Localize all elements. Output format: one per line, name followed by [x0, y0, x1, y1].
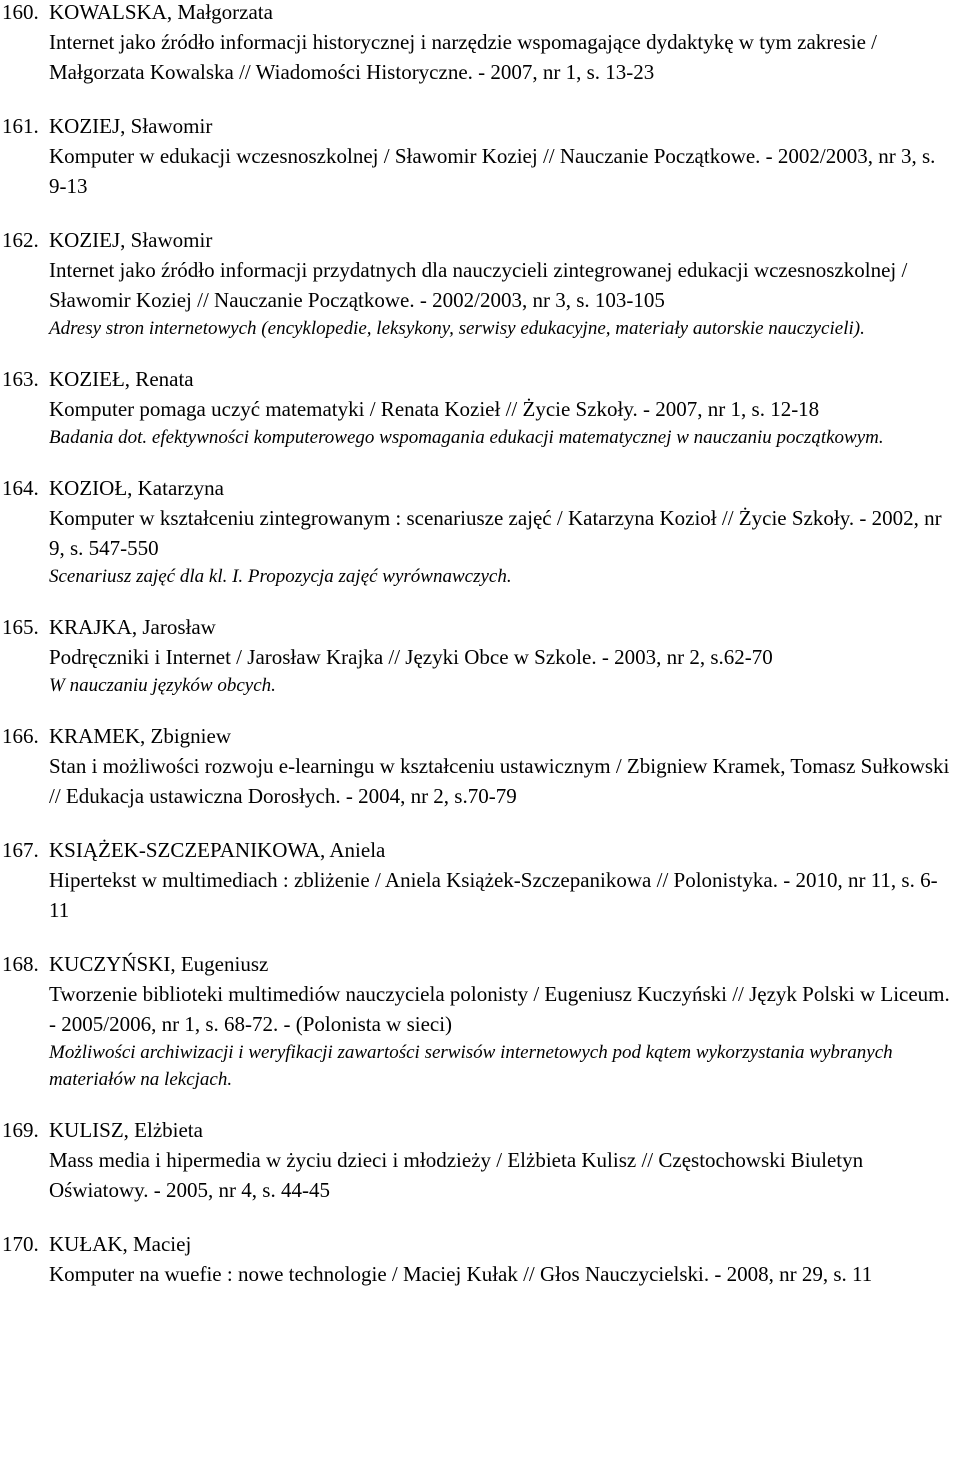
entry-body [49, 1115, 952, 1205]
entry-number: 164. [2, 476, 39, 500]
entry-note: Możliwości archiwizacji i weryfikacji zawartości serwisów internetowych pod kątem wykorzystania wybranych materiałów na lekcjach. [49, 1042, 893, 1090]
bibliography-entry [0, 612, 960, 699]
entry-author: KOWALSKA, Małgorzata [49, 0, 273, 24]
entry-author: KUŁAK, Maciej [49, 1232, 192, 1256]
entry-body [49, 473, 952, 590]
entry-citation: Komputer w edukacji wczesnoszkolnej / Sławomir Koziej // Nauczanie Początkowe. - 2002/2003, nr 3, s. 9-13 [49, 144, 936, 198]
entry-author: KULISZ, Elżbieta [49, 1118, 203, 1142]
bibliography-entry [0, 1115, 960, 1205]
entry-number: 169. [2, 1118, 39, 1142]
entry-author: KOZIEJ, Sławomir [49, 228, 213, 252]
bibliography-entry [0, 473, 960, 590]
entry-number: 165. [2, 615, 39, 639]
entry-number: 166. [2, 724, 39, 748]
entry-note: Scenariusz zajęć dla kl. I. Propozycja zajęć wyrównawczych. [49, 566, 512, 587]
entry-number: 167. [2, 838, 39, 862]
entry-note: Adresy stron internetowych (encyklopedie, leksykony, serwisy edukacyjne, materiały autorskie nauczycieli). [49, 318, 865, 339]
entry-body [49, 949, 952, 1093]
entry-author: KUCZYŃSKI, Eugeniusz [49, 952, 269, 976]
entry-author: KOZIEŁ, Renata [49, 367, 194, 391]
bibliography-entry [0, 835, 960, 925]
entry-body [49, 612, 952, 699]
entry-citation: Internet jako źródło informacji historycznej i narzędzie wspomagające dydaktykę w tym zakresie / Małgorzata Kowalska // Wiadomości Historyczne. - 2007, nr 1, s. 13-23 [49, 30, 878, 84]
entry-body [49, 111, 952, 201]
entry-citation: Komputer w kształceniu zintegrowanym : scenariusze zajęć / Katarzyna Kozioł // Życie Szkoły. - 2002, nr 9, s. 547-550 [49, 506, 942, 560]
entry-citation: Mass media i hipermedia w życiu dzieci i młodzieży / Elżbieta Kulisz // Częstochowski Biuletyn Oświatowy. - 2005, nr 4, s. 44-45 [49, 1148, 864, 1202]
entry-number: 162. [2, 228, 39, 252]
entry-body [49, 0, 952, 87]
entry-note: W nauczaniu języków obcych. [49, 675, 276, 696]
entry-citation: Tworzenie biblioteki multimediów nauczyciela polonisty / Eugeniusz Kuczyński // Język Polski w Liceum. - 2005/2006, nr 1, s. 68-72. - (Polonista w sieci) [49, 982, 950, 1036]
bibliography-entry [0, 0, 960, 87]
bibliography-entry [0, 721, 960, 811]
bibliography-entry [0, 1229, 960, 1289]
entry-body [49, 364, 952, 451]
entry-note: Badania dot. efektywności komputerowego wspomagania edukacji matematycznej w nauczaniu początkowym. [49, 427, 884, 448]
entry-author: KRAJKA, Jarosław [49, 615, 216, 639]
entry-author: KSIĄŻEK-SZCZEPANIKOWA, Aniela [49, 838, 386, 862]
entry-body [49, 835, 952, 925]
entry-number: 161. [2, 114, 39, 138]
bibliography-entry [0, 111, 960, 201]
entry-body [49, 225, 952, 342]
entry-author: KOZIEJ, Sławomir [49, 114, 213, 138]
entry-author: KOZIOŁ, Katarzyna [49, 476, 224, 500]
bibliography-entry [0, 225, 960, 342]
entry-body [49, 721, 952, 811]
bibliography-entry [0, 949, 960, 1093]
entry-number: 160. [2, 0, 39, 24]
entry-number: 163. [2, 367, 39, 391]
entry-number: 168. [2, 952, 39, 976]
entry-body [49, 1229, 952, 1289]
entry-citation: Podręczniki i Internet / Jarosław Krajka // Języki Obce w Szkole. - 2003, nr 2, s.62-70 [49, 645, 773, 669]
entry-citation: Hipertekst w multimediach : zbliżenie / Aniela Książek-Szczepanikowa // Polonistyka. - 2010, nr 11, s. 6-11 [49, 868, 938, 922]
entry-citation: Stan i możliwości rozwoju e-learningu w kształceniu ustawicznym / Zbigniew Kramek, Tomasz Sułkowski // Edukacja ustawiczna Dorosłych. - 2004, nr 2, s.70-79 [49, 754, 950, 808]
entry-citation: Komputer pomaga uczyć matematyki / Renata Kozieł // Życie Szkoły. - 2007, nr 1, s. 12-18 [49, 397, 820, 421]
entry-number: 170. [2, 1232, 39, 1256]
bibliography-entry [0, 364, 960, 451]
entry-citation: Komputer na wuefie : nowe technologie / Maciej Kułak // Głos Nauczycielski. - 2008, nr 29, s. 11 [49, 1262, 873, 1286]
entry-citation: Internet jako źródło informacji przydatnych dla nauczycieli zintegrowanej edukacji wczesnoszkolnej / Sławomir Koziej // Nauczanie Początkowe. - 2002/2003, nr 3, s. 103-105 [49, 258, 908, 312]
entry-author: KRAMEK, Zbigniew [49, 724, 231, 748]
